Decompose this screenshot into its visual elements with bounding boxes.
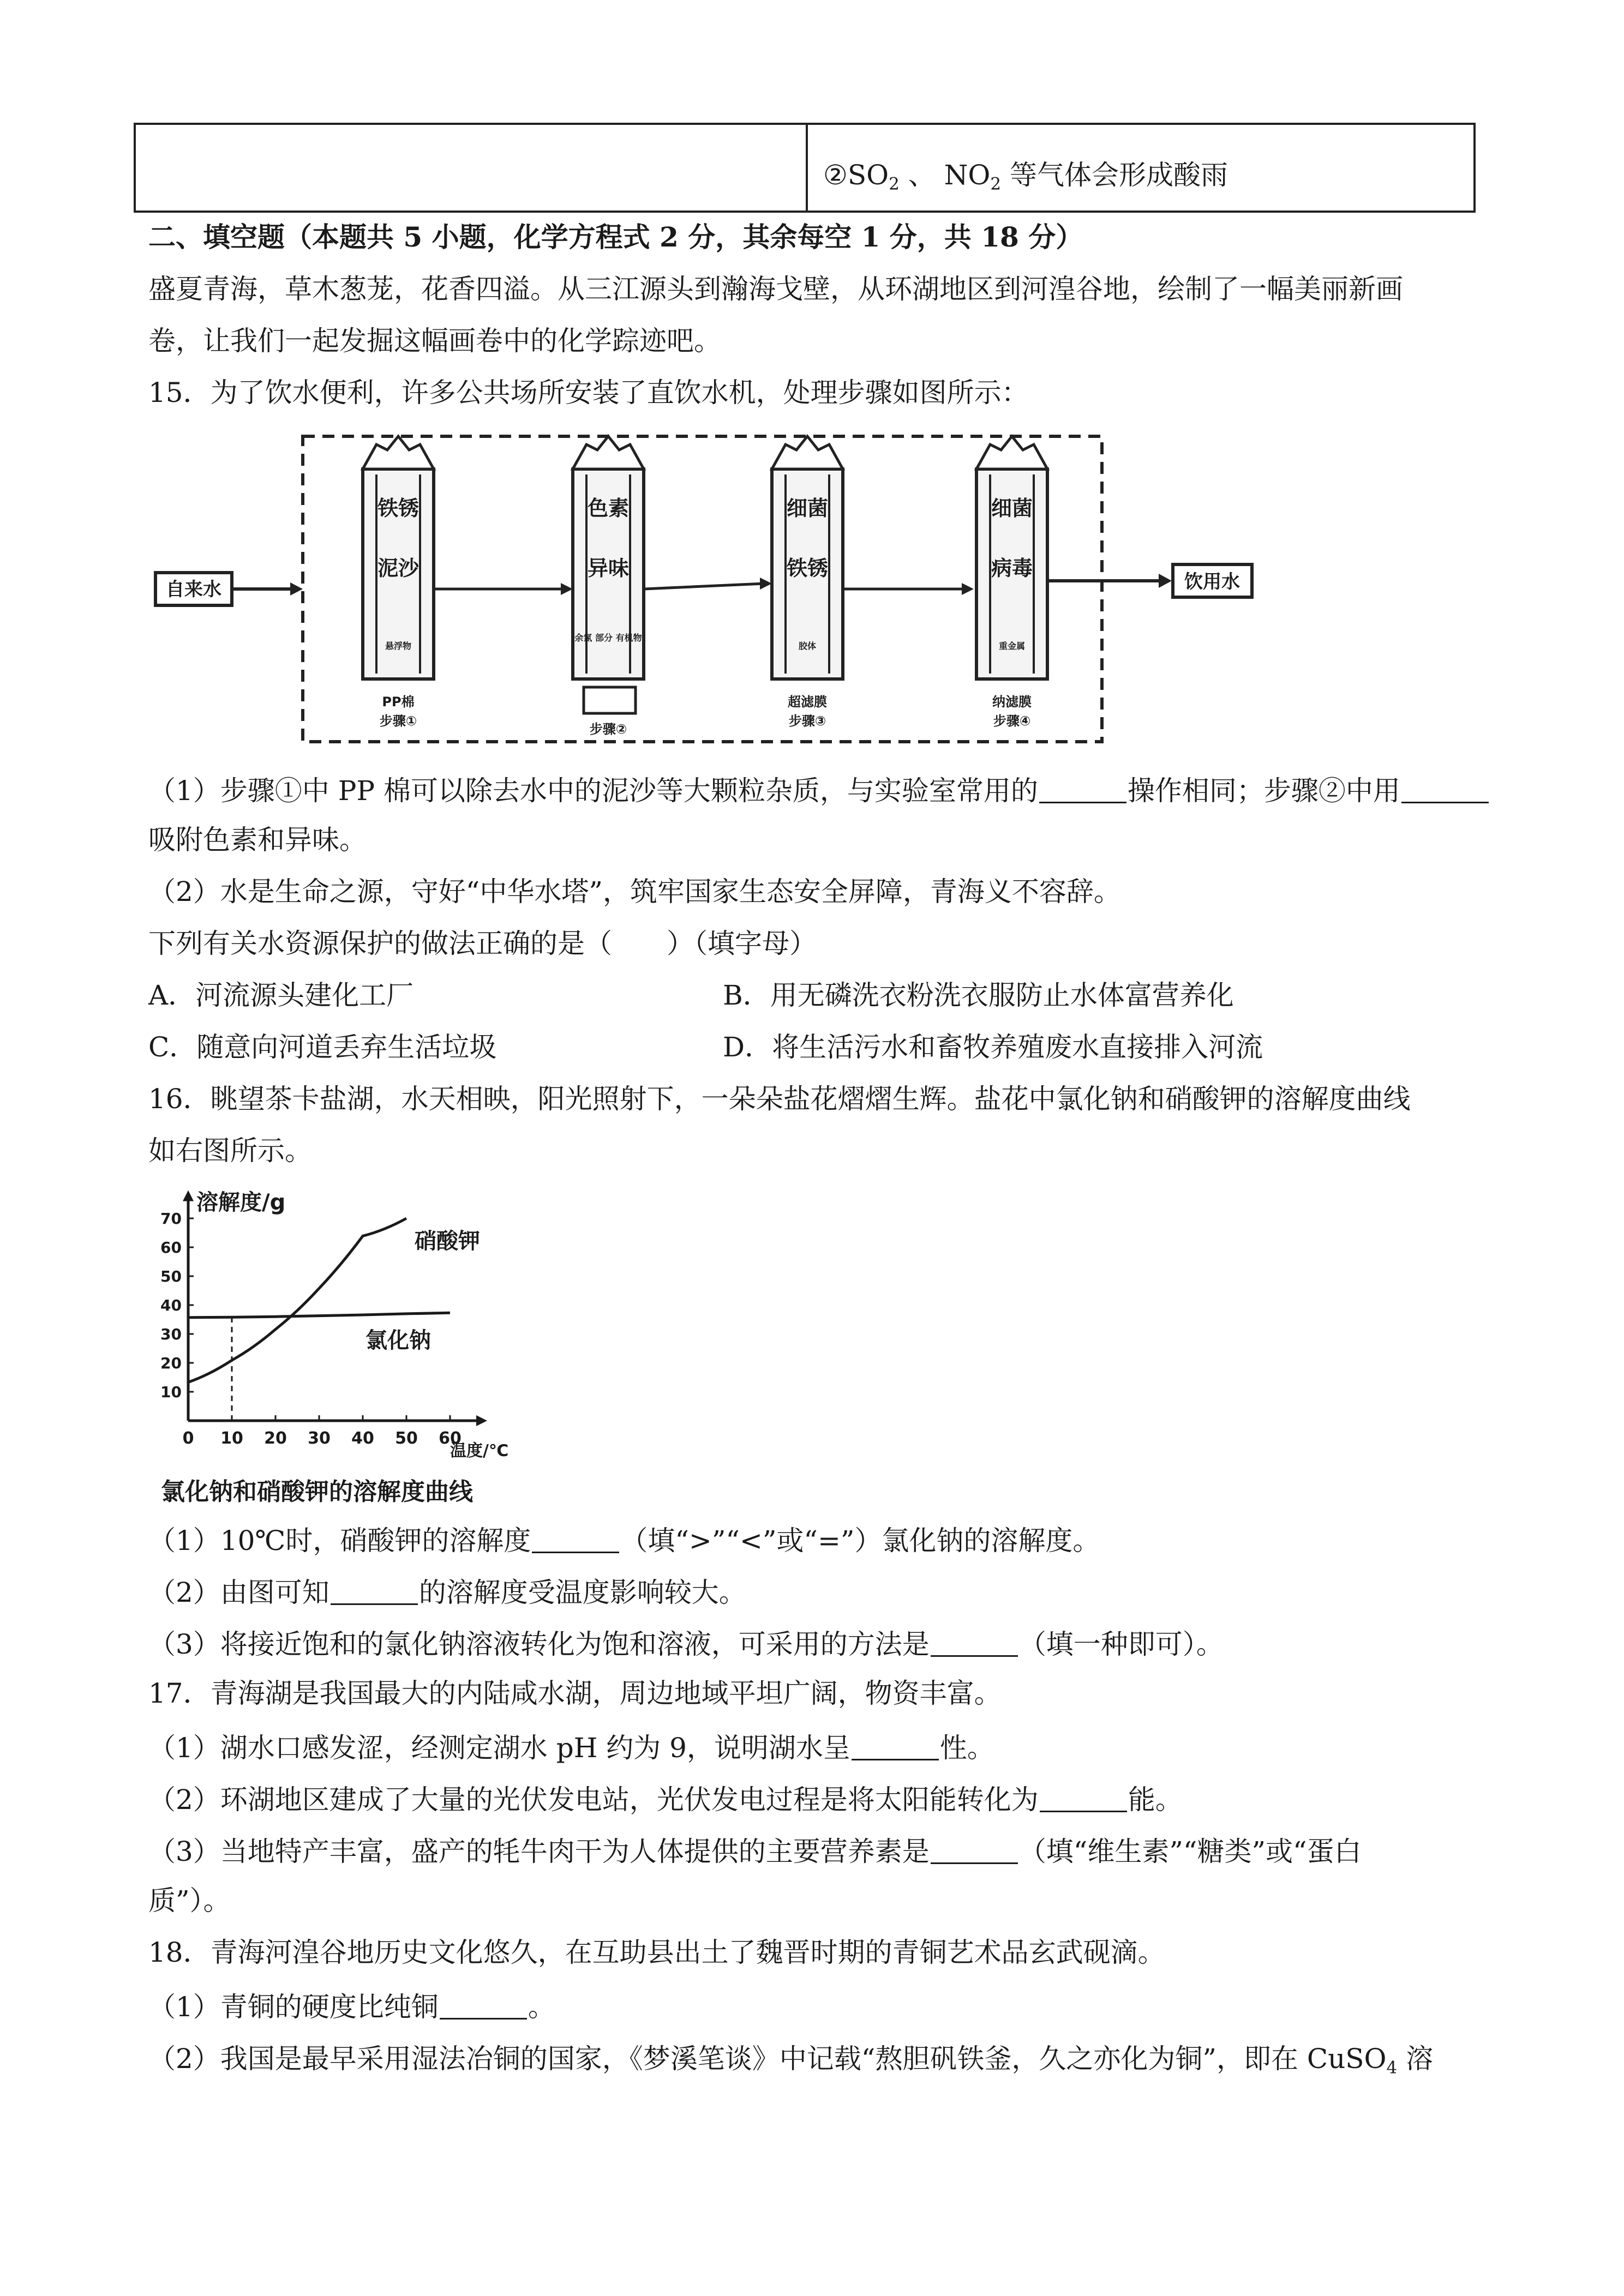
svg-text:PP棉: PP棉	[382, 694, 415, 710]
chart-xlabel: 温度/℃	[450, 1441, 509, 1460]
q16-stem-line1: 16．眺望茶卡盐湖，水天相映，阳光照射下，一朵朵盐花熠熠生辉。盐花中氯化钠和硝酸钾的溶解度曲线	[148, 1083, 1411, 1115]
svg-text:步骤①: 步骤①	[379, 713, 417, 729]
chart-title: 氯化钠和硝酸钾的溶解度曲线	[161, 1478, 473, 1506]
step2-blank-box	[584, 687, 636, 713]
svg-text:步骤②: 步骤②	[589, 722, 627, 737]
q16-p2: （2）由图可知 的溶解度受温度影响较大。	[148, 1577, 746, 1608]
solubility-chart	[136, 1178, 551, 1511]
svg-text:泥沙: 泥沙	[377, 556, 420, 580]
x-tick-label: 60	[439, 1429, 462, 1448]
q17-p3-line2: 质”）。	[148, 1885, 231, 1916]
q15-p1-line1: （1）步骤①中 PP 棉可以除去水中的泥沙等大颗粒杂质，与实验室常用的 操作相同；步骤②中用	[148, 774, 1490, 804]
q18-p1: （1）青铜的硬度比纯铜 。	[148, 1991, 555, 2023]
q15-blank-2[interactable]	[1401, 774, 1489, 803]
q16-blank-1[interactable]	[532, 1524, 619, 1553]
q15-p1-line2: 吸附色素和异味。	[148, 824, 367, 856]
y-tick-label: 30	[160, 1325, 182, 1343]
q17-blank-2[interactable]	[1040, 1783, 1127, 1812]
svg-text:细菌: 细菌	[991, 496, 1033, 520]
q17-p1: （1）湖水口感发涩，经测定湖水 pH 约为 9，说明湖水呈 性。	[148, 1732, 994, 1764]
q15-p2-line2: 下列有关水资源保护的做法正确的是（ ）（填字母）	[148, 928, 817, 959]
filter-column-4	[976, 436, 1047, 729]
intro-line-2: 卷，让我们一起发掘这幅画卷中的化学踪迹吧。	[148, 325, 721, 357]
q15-blank-1[interactable]	[1039, 774, 1126, 803]
svg-text:重金属: 重金属	[998, 641, 1026, 651]
svg-text:病毒: 病毒	[991, 556, 1033, 580]
q17-blank-3[interactable]	[931, 1835, 1018, 1864]
input-label: 自来水	[166, 579, 221, 600]
q17-p3-line1: （3）当地特产丰富，盛产的牦牛肉干为人体提供的主要营养素是 （填“维生素”“糖类”或“蛋白	[148, 1836, 1362, 1867]
svg-text:胶体: 胶体	[798, 641, 817, 651]
x-tick-label: 30	[308, 1429, 331, 1448]
series-nacl-line	[188, 1313, 450, 1317]
svg-text:铁锈: 铁锈	[377, 496, 420, 520]
top-table	[134, 123, 1476, 213]
q17-p2: （2）环湖地区建成了大量的光伏发电站，光伏发电过程是将太阳能转化为 能。	[148, 1784, 1183, 1816]
q18-blank-1[interactable]	[440, 1991, 527, 2019]
y-tick-label: 60	[160, 1239, 182, 1257]
svg-text:纳滤膜: 纳滤膜	[992, 694, 1032, 710]
q16-blank-3[interactable]	[931, 1628, 1018, 1657]
svg-text:步骤③: 步骤③	[788, 713, 826, 729]
series-kno3-line	[188, 1218, 406, 1383]
table-cell-acid-rain: $②SO_2$ 、 $NO_2$ 等气体会形成酸雨	[823, 159, 1228, 194]
option-d[interactable]: D．将生活污水和畜牧养殖废水直接排入河流	[723, 1031, 1263, 1063]
svg-text:悬浮物: 悬浮物	[385, 641, 412, 651]
q16-p3: （3）将接近饱和的氯化钠溶液转化为饱和溶液，可采用的方法是 （填一种即可）。	[148, 1628, 1224, 1660]
chart-ylabel: 溶解度/g	[196, 1190, 286, 1215]
q17-blank-1[interactable]	[852, 1732, 939, 1760]
water-treatment-diagram	[147, 425, 1266, 753]
y-tick-label: 40	[160, 1296, 182, 1314]
series-nacl-label: 氯化钠	[365, 1328, 431, 1354]
q15-p2-line1: （2）水是生命之源，守好“中华水塔”，筑牢国家生态安全屏障，青海义不容辞。	[148, 876, 1121, 907]
option-b[interactable]: B．用无磷洗衣粉洗衣服防止水体富营养化	[723, 979, 1234, 1011]
q16-blank-2[interactable]	[331, 1576, 418, 1605]
intro-line-1: 盛夏青海，草木葱茏，花香四溢。从三江源头到瀚海戈壁，从环湖地区到河湟谷地，绘制了一幅美丽新画	[148, 273, 1403, 305]
filter-column-2	[573, 436, 644, 737]
option-a[interactable]: A．河流源头建化工厂	[148, 979, 414, 1011]
x-tick-label: 0	[182, 1429, 194, 1448]
series-kno3-label: 硝酸钾	[415, 1229, 480, 1254]
q15-stem: 15．为了饮水便利，许多公共场所安装了直饮水机，处理步骤如图所示：	[148, 377, 1029, 408]
y-tick-label: 50	[160, 1267, 182, 1285]
option-c[interactable]: C．随意向河道丢弃生活垃圾	[148, 1031, 497, 1063]
x-tick-label: 10	[220, 1429, 243, 1448]
svg-text:余氯 部分 有机物: 余氯 部分 有机物	[574, 633, 642, 643]
q18-p2: （2）我国是最早采用湿法冶铜的国家，《梦溪笔谈》中记载“熬胆矾铁釜，久之亦化为铜”，即在 CuSO$_4$ 溶	[148, 2043, 1434, 2078]
x-tick-label: 50	[395, 1429, 418, 1448]
y-tick-label: 20	[160, 1354, 182, 1372]
filter-column-3	[772, 436, 843, 729]
q18-stem: 18．青海河湟谷地历史文化悠久，在互助县出土了魏晋时期的青铜艺术品玄武砚滴。	[148, 1937, 1165, 1968]
x-axis-arrow	[476, 1415, 487, 1426]
y-tick-label: 70	[160, 1210, 182, 1228]
svg-text:步骤④: 步骤④	[993, 713, 1031, 729]
output-label: 饮用水	[1184, 571, 1240, 593]
svg-text:色素: 色素	[587, 496, 630, 520]
q16-p1: （1）10℃时，硝酸钾的溶解度 （填“>”“<”或“=”）氯化钠的溶解度。	[148, 1525, 1100, 1556]
q17-stem: 17．青海湖是我国最大的内陆咸水湖，周边地域平坦广阔，物资丰富。	[148, 1678, 1002, 1709]
filter-column-1	[363, 436, 434, 729]
svg-text:细菌: 细菌	[786, 496, 829, 520]
svg-text:异味: 异味	[587, 556, 630, 580]
q16-stem-line2: 如右图所示。	[148, 1135, 312, 1167]
section-title: 二、填空题（本题共 5 小题，化学方程式 2 分，其余每空 1 分，共 18 分）	[148, 221, 1083, 253]
svg-text:铁锈: 铁锈	[786, 556, 829, 580]
y-tick-label: 10	[160, 1383, 182, 1401]
svg-text:超滤膜: 超滤膜	[788, 694, 827, 710]
table-divider	[806, 125, 808, 211]
x-tick-label: 40	[351, 1429, 374, 1448]
y-axis-arrow	[183, 1191, 194, 1201]
x-tick-label: 20	[264, 1429, 287, 1448]
